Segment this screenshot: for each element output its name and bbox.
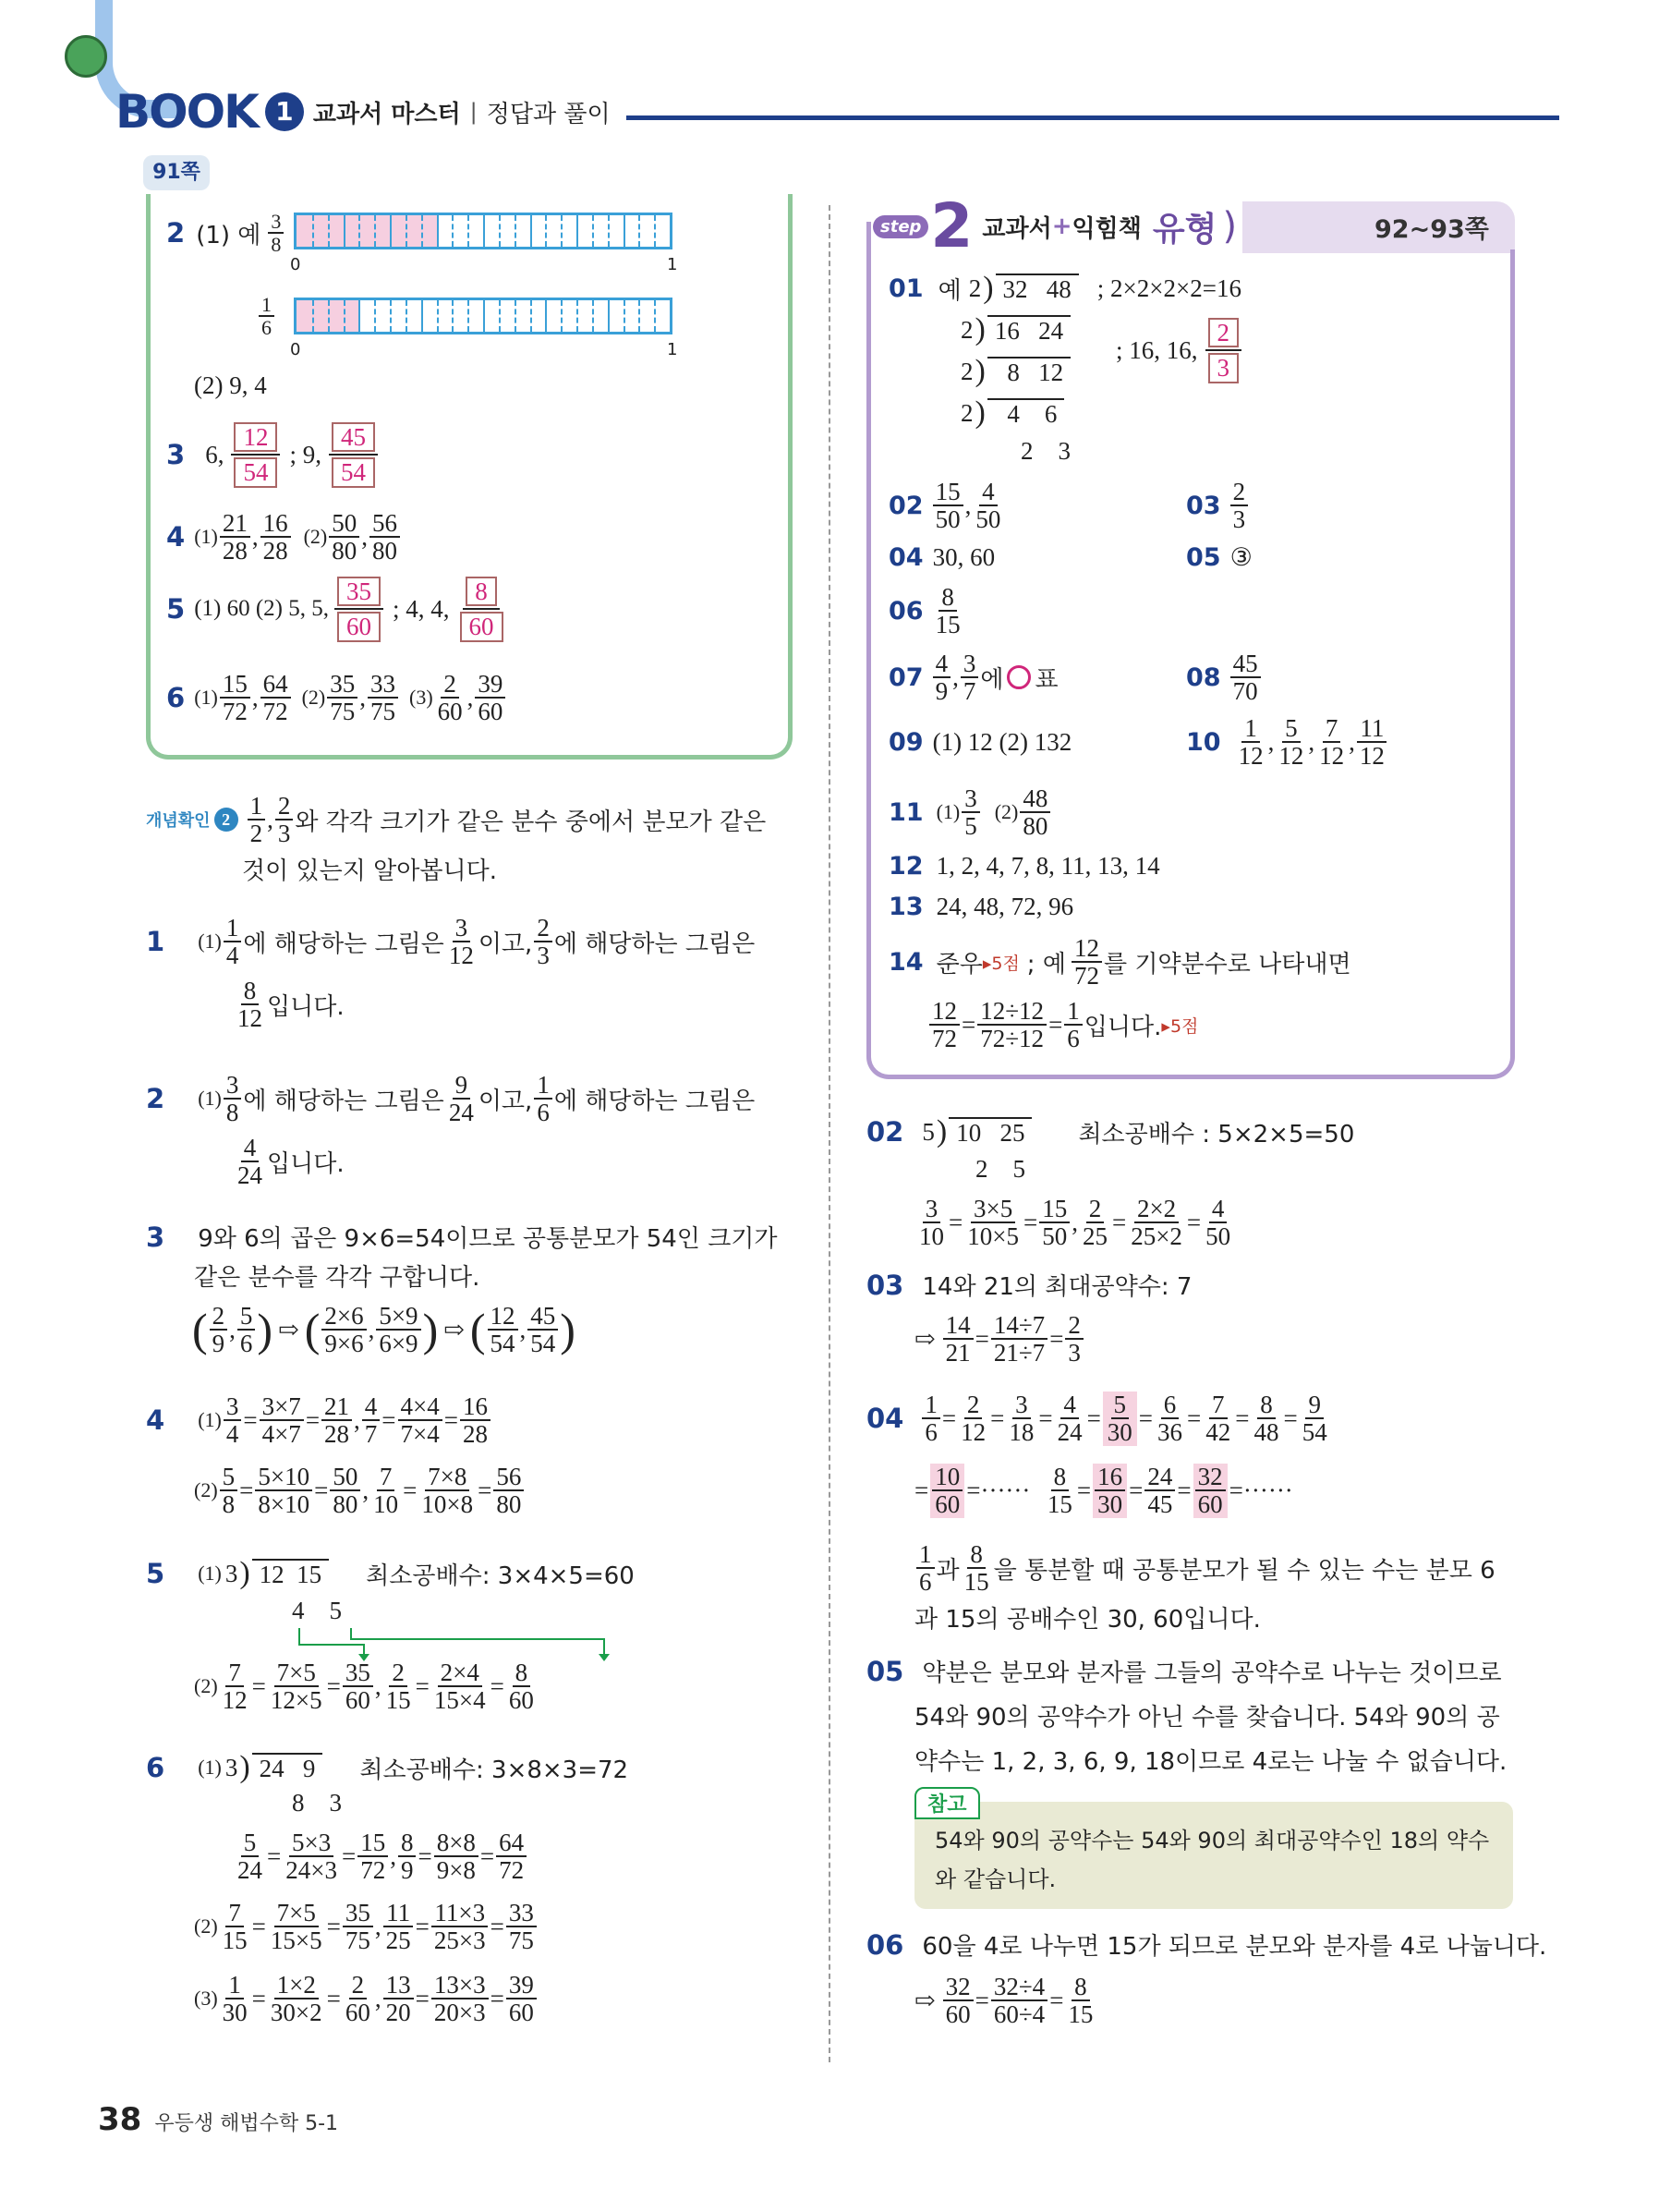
bar-cell	[297, 300, 312, 332]
r-14-c: 를 기약분수로 나타내면	[1103, 950, 1351, 978]
r-10: 10 $\frac{1}{12}$ , $\frac{5}{12}$ , $\frac{7}{12}$ , $\frac{11}{12}$	[1186, 715, 1389, 770]
q4-a: (1)	[194, 525, 218, 549]
q2-part2-text: (2) 9, 4	[194, 371, 267, 399]
concept-badge-num: 2	[214, 808, 238, 832]
r-13-number: 13	[889, 893, 924, 921]
rs-05-t1: 약분은 분모와 분자를 그들의 공약수로 나누는 것이므로	[922, 1659, 1502, 1687]
r-14-line1: 14 준우 ▸5점 ; 예 $\frac{12}{72}$ 를 기약분수로 나타내면	[889, 934, 1351, 991]
r-01-ans	[1116, 316, 1243, 385]
r-02-number: 02	[889, 491, 924, 520]
bar-cell	[624, 215, 639, 247]
footer-title: 우등생 해법수학 5-1	[154, 2112, 339, 2135]
bar-cell	[452, 300, 467, 332]
sol-1-c: 이고,	[478, 930, 533, 958]
sol-1-line2: $\frac{8}{12}$ 입니다.	[237, 977, 345, 1033]
sol-1-a: (1)	[198, 930, 222, 954]
sol-6-line3: (2) $\frac{7}{15}$ = $\frac{7\times 5}{15\times 5}$ = $\frac{35}{75}$ , $\frac{11}{25}$ = $\frac{11\times 3}{25\times 3}$ = $\frac{33}{75}$	[194, 1900, 539, 1954]
rs-04-line3: $\frac{1}{6}$ 과 $\frac{8}{15}$ 을 통분할 때 공통분모가 될 수 있는 수는 분모 6	[914, 1541, 1496, 1596]
sol-3-line2	[194, 1258, 479, 1293]
sol-2-e: 입니다.	[267, 1149, 345, 1178]
q2-part1	[166, 211, 285, 255]
sol-3-line3: ( $\frac{2}{9}$ , $\frac{5}{6}$ ) ⇨ ( $\frac{2\times 6}{9\times 6}$ , $\frac{5\times 9}{6\times 9}$ ) ⇨ ( $\frac{12}{54}$ , $\frac{45}{54}$ )	[192, 1302, 575, 1358]
q2-frac-a: $\frac{3}{8}$	[268, 211, 284, 255]
bar-cell	[608, 215, 624, 247]
rs-03-text: 14와 21의 최대공약수: 7	[922, 1273, 1193, 1301]
q3-row	[166, 420, 380, 490]
bar-sixths	[294, 298, 672, 334]
concept-badge: 개념확인	[146, 811, 211, 832]
bar-cell	[592, 215, 608, 247]
bar-cell	[374, 215, 390, 247]
rs-02-lcm: 최소공배수 : 5×2×5=50	[1078, 1120, 1355, 1149]
header-rule	[626, 115, 1559, 120]
sol-6-line2: $\frac{5}{24}$ = $\frac{5\times 3}{24\times 3}$ = $\frac{15}{72}$ , $\frac{8}{9}$ = $\frac{8\times 8}{9\times 8}$ = $\frac{64}{72}$	[233, 1829, 528, 1884]
rs-03-line1	[866, 1268, 1192, 1302]
r-01-calc: ; 2×2×2×2=16	[1096, 273, 1241, 302]
q2-part2	[194, 371, 267, 400]
q5-row	[166, 575, 508, 644]
bar-cell	[576, 215, 592, 247]
r-09-value: (1) 12 (2) 132	[932, 728, 1072, 756]
r-09	[889, 728, 1072, 757]
r-03: 03 $\frac{2}{3}$	[1186, 479, 1250, 533]
bar-cell	[654, 215, 670, 247]
bar-cell	[358, 300, 374, 332]
q6-a: (1)	[194, 686, 218, 710]
r-05	[1186, 543, 1253, 572]
note-text-2: 와 같습니다.	[935, 1866, 1057, 1892]
bar-label-0b: 0	[290, 340, 301, 359]
rs-02-number: 02	[866, 1116, 904, 1148]
sol-2-a: (1)	[198, 1087, 222, 1111]
book-number: 1	[265, 92, 304, 131]
r-02: 02 $\frac{15}{50}$ , $\frac{4}{50}$	[889, 478, 1001, 534]
bar-cell	[483, 215, 499, 247]
bar-cell	[406, 215, 421, 247]
r-04-value: 30, 60	[932, 543, 996, 571]
rs-06-line2: ⇨ $\frac{32}{60}$ = $\frac{32\div 4}{60\div 4}$ = $\frac{8}{15}$	[914, 1973, 1094, 2029]
sol-2-number: 2	[146, 1083, 165, 1115]
sol-3-t1: 9와 6의 곱은 9×6=54이므로 공통분모가 54인 크기가	[198, 1225, 778, 1253]
sol-6-line1: 6 (1) 3 ) 24 9 최소공배수: 3×8×3=72	[146, 1750, 629, 1784]
bar-cell	[452, 215, 467, 247]
bar-cell	[312, 215, 328, 247]
bar-cell	[328, 300, 344, 332]
page-tag: 91쪽	[143, 155, 210, 190]
rs-05-line1	[866, 1654, 1502, 1688]
r-13-value: 24, 48, 72, 96	[936, 893, 1074, 920]
note-text-1: 54와 90의 공약수는 54와 90의 최대공약수인 18의 약수	[935, 1828, 1490, 1853]
sol-6-line4: (3) $\frac{1}{30}$ = $\frac{1\times 2}{30\times 2}$ = $\frac{2}{60}$ , $\frac{13}{20}$ = $\frac{13\times 3}{20\times 3}$ = $\frac{39}{60}$	[194, 1972, 539, 2026]
r-01-ex: 예	[938, 276, 962, 305]
rs-03-number: 03	[866, 1269, 904, 1301]
bar-cell	[638, 215, 654, 247]
q6-number: 6	[166, 682, 186, 714]
r-13	[889, 893, 1073, 921]
rs-04-t1a: 과	[936, 1556, 960, 1585]
sol-6-number: 6	[146, 1752, 165, 1783]
sol-4-line2: (2) $\frac{5}{8}$ = $\frac{5\times 10}{8\times 10}$ = $\frac{50}{80}$ , $\frac{7}{10}$ = $\frac{7\times 8}{10\times 8}$ = $\frac{56}{80}$	[194, 1464, 526, 1518]
r-06-number: 06	[889, 596, 924, 626]
q4-f3: $\frac{50}{80}$	[329, 510, 359, 565]
column-divider	[829, 205, 830, 2062]
q6-f2: $\frac{64}{72}$	[260, 671, 291, 725]
bar-label-1b: 1	[667, 340, 678, 359]
q6-row: 6 (1) $\frac{15}{72}$ , $\frac{64}{72}$ (2) $\frac{35}{75}$ , $\frac{33}{75}$ (3) $\frac{2}{60}$ , $\frac{39}{60}$	[166, 671, 507, 725]
rs-04-line2: = $\frac{10}{60}$ =······ $\frac{8}{15}$ = $\frac{16}{30}$ = $\frac{24}{45}$ = $\frac{32}{60}$ =······	[914, 1463, 1293, 1519]
rs-05-number: 05	[866, 1655, 904, 1687]
q5-a: (1) 60 (2) 5, 5,	[194, 596, 329, 622]
sol-5-line1: 5 (1) 3 ) 12 15 최소공배수: 3×4×5=60	[146, 1556, 635, 1590]
concept-check: 개념확인 2 $\frac{1}{2}$ , $\frac{2}{3}$ 와 각각 크기가 같은 분수 중에서 분모가 같은	[146, 792, 767, 848]
q2-number: 2	[166, 217, 186, 249]
step-title-plus: +	[1051, 213, 1072, 240]
sol-6-lcm: 최소공배수: 3×8×3=72	[359, 1756, 629, 1784]
r-01-ans-text: ; 16, 16,	[1116, 335, 1198, 364]
q3-frac-1: $\frac{12}{54}$	[231, 420, 280, 490]
rs-04-t1: 을 통분할 때 공통분모가 될 수 있는 수는 분모 6	[993, 1556, 1496, 1585]
bar-cell	[515, 215, 530, 247]
step-pages: 92~93쪽	[1374, 215, 1489, 244]
sol-1-e: 입니다.	[267, 992, 345, 1021]
sol-4-line1: 4 (1) $\frac{3}{4}$ = $\frac{3\times 7}{4\times 7}$ = $\frac{21}{28}$ , $\frac{4}{7}$ = $\frac{4\times 4}{7\times 4}$ = $\frac{16}{28}$	[146, 1393, 492, 1448]
rs-06-text: 60을 4로 나누면 15가 되므로 분모와 분자를 4로 나눕니다.	[922, 1933, 1547, 1961]
bar-cell	[545, 215, 561, 247]
sol-4-number: 4	[146, 1404, 165, 1437]
rs-06-line1	[866, 1927, 1546, 1962]
bar-cell	[437, 300, 453, 332]
sol-2-d: 에 해당하는 그림은	[553, 1087, 756, 1115]
concept-line-2	[242, 852, 497, 886]
bar-cell	[297, 215, 312, 247]
q5-f1: $\frac{35}{60}$	[334, 575, 383, 644]
q2-frac-b-row	[257, 294, 276, 338]
rs-06-number: 06	[866, 1928, 904, 1961]
bar-cell	[515, 300, 530, 332]
bar-cell	[545, 300, 561, 332]
q5-number: 5	[166, 593, 186, 626]
rs-05-line3	[914, 1743, 1507, 1777]
bar-cell	[561, 300, 576, 332]
sol-3-t2: 같은 분수를 각각 구합니다.	[194, 1264, 480, 1292]
step-title-b: 익힘책	[1072, 214, 1142, 243]
rs-02-quot: 2 5	[975, 1155, 1025, 1183]
sol-1-line1: 1 (1) $\frac{1}{4}$ 에 해당하는 그림은 $\frac{3}{12}$ 이고, $\frac{2}{3}$ 에 해당하는 그림은	[146, 914, 756, 970]
bar-cell	[624, 300, 639, 332]
sol-3-number: 3	[146, 1221, 165, 1253]
r-01-ans-frac: $\frac{2}{3}$	[1205, 316, 1242, 385]
q6-f4: $\frac{33}{75}$	[368, 671, 398, 725]
r-06: 06 $\frac{8}{15}$	[889, 583, 961, 639]
r-10-number: 10	[1186, 727, 1221, 757]
q4-f2: $\frac{16}{28}$	[260, 510, 291, 565]
q4-f4: $\frac{56}{80}$	[369, 510, 400, 565]
r-14-pts: ▸5점	[982, 953, 1020, 974]
q6-f6: $\frac{39}{60}$	[475, 671, 505, 725]
bar-cell	[499, 300, 515, 332]
bar-cell	[638, 300, 654, 332]
bar-cell	[608, 300, 624, 332]
concept-text-2: 것이 있는지 알아봅니다.	[242, 857, 497, 885]
r-11-b: (2)	[994, 800, 1019, 824]
r-14-b: ; 예	[1026, 950, 1066, 978]
mascot-icon	[65, 35, 107, 78]
concept-text-1: 와 각각 크기가 같은 분수 중에서 분모가 같은	[295, 808, 767, 836]
header-title: 교과서 마스터	[312, 100, 461, 128]
q3-frac-2: $\frac{45}{54}$	[329, 420, 378, 490]
bar-cell	[344, 300, 359, 332]
sol-1-d: 에 해당하는 그림은	[553, 930, 756, 958]
sol-5-arrows	[286, 1626, 619, 1663]
rs-04-t2: 과 15의 공배수인 30, 60입니다.	[914, 1606, 1261, 1634]
rs-04-number: 04	[866, 1403, 904, 1435]
rs-05-line2	[914, 1698, 1500, 1732]
q6-c: (3)	[409, 686, 433, 710]
sol-3-line1	[146, 1220, 778, 1254]
step-number: 2	[930, 190, 974, 261]
q3-text-a: 6,	[205, 440, 224, 468]
sol-2-b: 에 해당하는 그림은	[243, 1087, 444, 1115]
r-07-text: 에	[980, 665, 1004, 694]
rs-05-t3: 약수는 1, 2, 3, 6, 9, 18이므로 4로는 나눌 수 없습니다.	[914, 1748, 1508, 1776]
q4-b: (2)	[303, 525, 328, 549]
r-14-number: 14	[889, 947, 924, 977]
q6-f3: $\frac{35}{75}$	[327, 671, 357, 725]
rs-04-line1: 04 $\frac{1}{6}$ = $\frac{2}{12}$ = $\frac{3}{18}$ = $\frac{4}{24}$ = $\frac{5}{30}$ = $\frac{6}{36}$ = $\frac{7}{42}$ = $\frac{8}{48}$ = $\frac{9}{54}$	[866, 1391, 1327, 1447]
r-01-line1: 01 예 2 ) 32 48 ; 2×2×2×2=16	[889, 271, 1241, 305]
r-12-value: 1, 2, 4, 7, 8, 11, 13, 14	[936, 852, 1160, 880]
r-11: 11 (1) $\frac{3}{5}$ (2) $\frac{48}{80}$	[889, 785, 1052, 840]
r-12	[889, 852, 1160, 881]
step-title: step 2 교과서 + 익힘책 유형 )	[873, 196, 1242, 257]
footer-page: 38	[98, 2101, 142, 2138]
r-14-a: 준우	[936, 950, 983, 978]
sol-5-line2: (2) $\frac{7}{12}$ = $\frac{7\times 5}{12\times 5}$ = $\frac{35}{60}$ , $\frac{2}{15}$ = $\frac{2\times 4}{15\times 4}$ = $\frac{8}{60}$	[194, 1659, 534, 1715]
r-07: 07 $\frac{4}{9}$ , $\frac{3}{7}$ 에 표	[889, 650, 1059, 706]
q5-b: ; 4, 4,	[393, 594, 450, 623]
q2-frac-b: $\frac{1}{6}$	[259, 294, 274, 338]
bar-cell	[530, 300, 546, 332]
rs-02-line1: 02 5 ) 10 25 최소공배수 : 5×2×5=50	[866, 1114, 1355, 1149]
bar-label-1a: 1	[667, 255, 678, 274]
bar-cell	[421, 215, 437, 247]
r-11-number: 11	[889, 797, 924, 827]
r-01-number: 01	[889, 273, 924, 303]
r-07-text2: 표	[1035, 665, 1059, 694]
q2-sub: (1) 예	[196, 221, 261, 249]
rs-05-t2: 54와 90의 공약수가 아닌 수를 찾습니다. 54와 90의 공	[914, 1704, 1500, 1732]
sol-6-quot: 8 3	[292, 1789, 342, 1817]
book-label: BOOK	[115, 85, 258, 139]
sol-2-line1: 2 (1) $\frac{3}{8}$ 에 해당하는 그림은 $\frac{9}{24}$ 이고, $\frac{1}{6}$ 에 해당하는 그림은	[146, 1071, 756, 1127]
bar-cell	[530, 215, 546, 247]
q6-f5: $\frac{2}{60}$	[437, 670, 463, 726]
header-subtitle: 정답과 풀이	[486, 100, 611, 128]
bar-cell	[561, 215, 576, 247]
sol-5-lcm: 최소공배수: 3×4×5=60	[366, 1562, 635, 1590]
rs-02-line2: $\frac{3}{10}$ = $\frac{3\times 5}{10\times 5}$ = $\frac{15}{50}$ , $\frac{2}{25}$ = $\frac{2\times 2}{25\times 2}$ = $\frac{4}{50}$	[919, 1195, 1231, 1251]
r-04	[889, 543, 995, 572]
bar-cell	[390, 300, 406, 332]
bar-cell	[328, 215, 344, 247]
bar-cell	[374, 300, 390, 332]
r-14-line2: $\frac{12}{72}$ = $\frac{12\div 12}{72\div 12}$ = $\frac{1}{6}$ 입니다. ▸5점	[927, 998, 1198, 1052]
bar-label-0a: 0	[290, 255, 301, 274]
bar-cell	[467, 215, 483, 247]
q3-text-b: ; 9,	[289, 440, 321, 468]
bar-cell	[592, 300, 608, 332]
r-03-number: 03	[1186, 491, 1221, 520]
r-11-a: (1)	[936, 800, 961, 824]
r-07-number: 07	[889, 662, 924, 692]
step-title-c: 유형	[1152, 210, 1217, 249]
step-box-left-edge	[866, 222, 871, 259]
bar-eighths	[294, 213, 672, 249]
r-14-pts2: ▸5점	[1161, 1015, 1199, 1037]
bar-cell	[421, 300, 437, 332]
r-01-line4: 2 ) 4 6	[961, 395, 1064, 431]
bar-cell	[483, 300, 499, 332]
rs-03-line2: ⇨ $\frac{14}{21}$ = $\frac{14\div 7}{21\div 7}$ = $\frac{2}{3}$	[914, 1312, 1085, 1367]
sol-2-c: 이고,	[478, 1087, 533, 1115]
r-01-line3: 2 ) 8 12	[961, 354, 1071, 389]
r-01-line5: 2 3	[1021, 437, 1071, 465]
sol-1-b: 에 해당하는 그림은	[243, 930, 444, 958]
sol-5-quot: 4 5	[292, 1597, 342, 1624]
r-05-value: ③	[1229, 543, 1253, 571]
note-label: 참고	[914, 1787, 980, 1819]
rs-04-line4	[914, 1600, 1261, 1635]
sol-2-line2: $\frac{4}{24}$ 입니다.	[237, 1134, 345, 1190]
q6-f1: $\frac{15}{72}$	[220, 671, 250, 725]
q6-b: (2)	[301, 686, 326, 710]
q5-f2: $\frac{8}{60}$	[457, 575, 506, 644]
r-12-number: 12	[889, 852, 924, 881]
q4-number: 4	[166, 521, 186, 553]
r-04-number: 04	[889, 543, 924, 572]
q4-row: 4 (1) $\frac{21}{28}$ , $\frac{16}{28}$ (2) $\frac{50}{80}$ , $\frac{56}{80}$	[166, 510, 402, 565]
sol-1-number: 1	[146, 926, 165, 958]
sol-5-number: 5	[146, 1558, 165, 1589]
bar-cell	[390, 215, 406, 247]
header-bar	[115, 85, 611, 139]
q4-f1: $\frac{21}{28}$	[220, 510, 250, 565]
r-08: 08 $\frac{45}{70}$	[1186, 650, 1263, 705]
bar-cell	[576, 300, 592, 332]
bar-cell	[437, 215, 453, 247]
bar-cell	[654, 300, 670, 332]
r-01-line2: 2 ) 16 24	[961, 312, 1071, 347]
r-09-number: 09	[889, 728, 924, 757]
bar-cell	[406, 300, 421, 332]
circle-icon	[1007, 665, 1031, 689]
r-08-number: 08	[1186, 662, 1221, 692]
bar-cell	[344, 215, 359, 247]
header-sep: |	[469, 99, 478, 125]
step-label: step	[873, 215, 928, 238]
bar-cell	[499, 215, 515, 247]
footer	[98, 2101, 338, 2138]
r-14-d: 입니다.	[1084, 1013, 1162, 1041]
bar-cell	[358, 215, 374, 247]
r-05-number: 05	[1186, 543, 1221, 572]
q3-number: 3	[166, 439, 186, 471]
bar-cell	[312, 300, 328, 332]
bar-cell	[467, 300, 483, 332]
step-title-a: 교과서	[982, 214, 1052, 243]
